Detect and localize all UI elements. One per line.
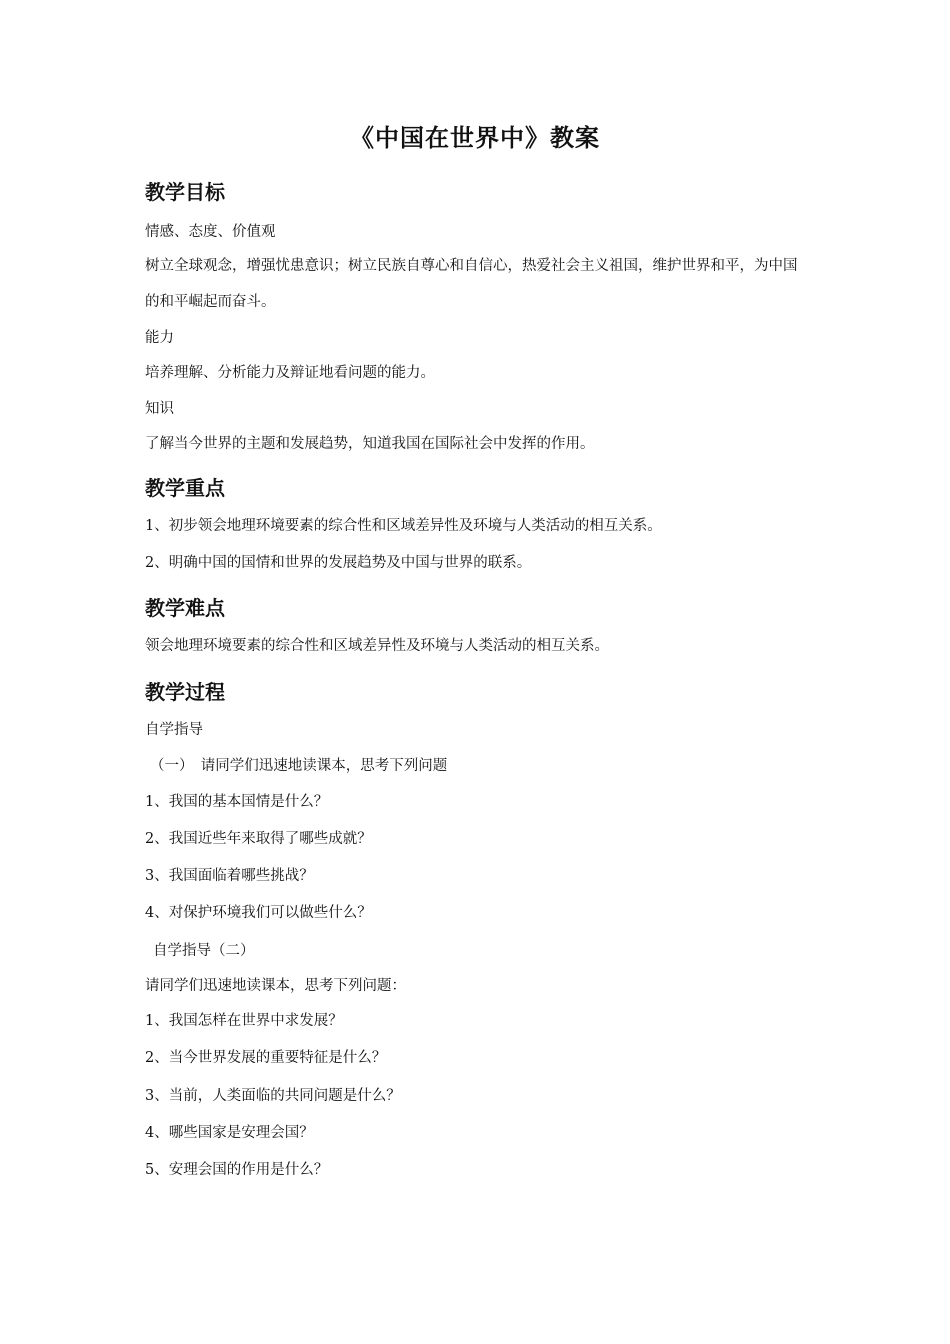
- label-emotion: 情感、态度、价值观: [145, 224, 276, 240]
- guide1-intro: （一） 请同学们迅速地读课本，思考下列问题: [150, 758, 448, 774]
- heading-teaching-goals: 教学目标: [145, 180, 225, 204]
- guide2-question: 4、哪些国家是安理会国？: [145, 1125, 314, 1141]
- heading-key-points: 教学重点: [145, 476, 225, 500]
- guide2-question: 5、安理会国的作用是什么？: [145, 1162, 329, 1178]
- text-knowledge: 了解当今世界的主题和发展趋势，知道我国在国际社会中发挥的作用。: [145, 436, 595, 452]
- guide2-question: 3、当前，人类面临的共同问题是什么？: [145, 1088, 401, 1104]
- guide1-question: 4、对保护环境我们可以做些什么？: [145, 905, 372, 921]
- guide2-question: 2、当今世界发展的重要特征是什么？: [145, 1050, 387, 1066]
- key-point-item: 1、初步领会地理环境要素的综合性和区域差异性及环境与人类活动的相互关系。: [145, 518, 662, 534]
- text-ability: 培养理解、分析能力及辩证地看问题的能力。: [145, 365, 435, 381]
- text-emotion: 树立全球观念，增强忧患意识；树立民族自尊心和自信心，热爱社会主义祖国，维护世界和平，为中国的和平崛起而奋斗。: [145, 258, 798, 310]
- guide1-label: 自学指导: [145, 722, 203, 738]
- document-title: 《中国在世界中》教案: [350, 124, 600, 152]
- guide1-question: 1、我国的基本国情是什么？: [145, 794, 329, 810]
- label-knowledge: 知识: [145, 401, 174, 417]
- guide1-question: 2、我国近些年来取得了哪些成就？: [145, 831, 372, 847]
- key-point-item: 2、明确中国的国情和世界的发展趋势及中国与世界的联系。: [145, 555, 532, 571]
- guide2-intro: 请同学们迅速地读课本，思考下列问题：: [145, 978, 406, 994]
- difficulty-text: 领会地理环境要素的综合性和区域差异性及环境与人类活动的相互关系。: [145, 638, 609, 654]
- heading-difficulties: 教学难点: [145, 596, 225, 620]
- guide2-question: 1、我国怎样在世界中求发展？: [145, 1013, 343, 1029]
- heading-process: 教学过程: [145, 680, 225, 704]
- guide2-label: 自学指导（二）: [153, 943, 255, 959]
- label-ability: 能力: [145, 330, 174, 346]
- guide1-question: 3、我国面临着哪些挑战？: [145, 868, 314, 884]
